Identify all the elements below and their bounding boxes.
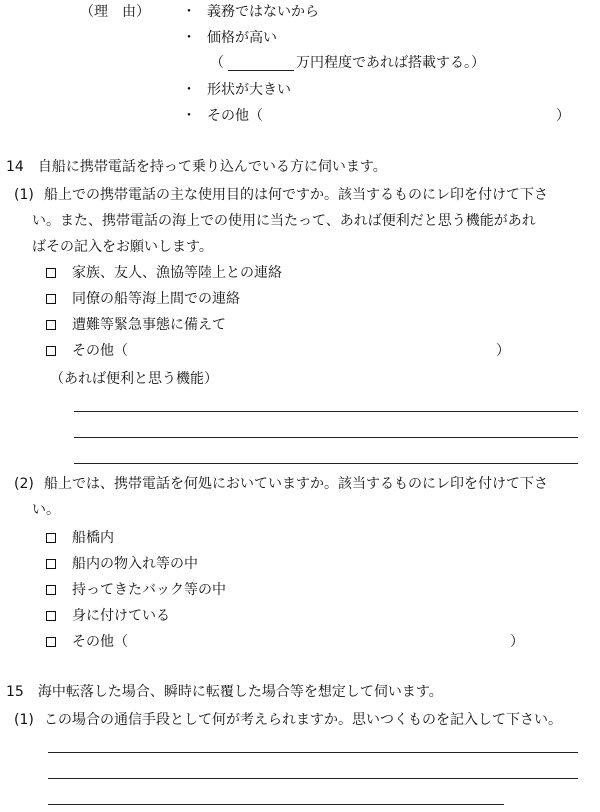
function-answer-line[interactable]	[74, 437, 578, 438]
checkbox-location-other[interactable]	[46, 637, 56, 647]
option-usage-other: その他（	[72, 343, 128, 359]
checkbox-contact-land[interactable]	[46, 268, 56, 278]
checkbox-emergency[interactable]	[46, 320, 56, 330]
location-other-close: ）	[510, 634, 524, 650]
option-emergency: 遭難等緊急事態に備えて	[72, 317, 226, 333]
bullet: ・	[182, 82, 196, 98]
reason-item-not-mandatory: 義務ではないから	[207, 4, 319, 20]
q15-answer-line[interactable]	[48, 804, 504, 805]
bullet: ・	[182, 30, 196, 46]
q15-1-number: (1)	[14, 712, 34, 728]
option-on-body: 身に付けている	[72, 608, 170, 624]
option-location-other: その他（	[72, 634, 128, 650]
option-bag: 持ってきたバック等の中	[72, 582, 226, 598]
function-answer-line[interactable]	[74, 463, 578, 464]
checkbox-on-body[interactable]	[46, 611, 56, 621]
option-locker: 船内の物入れ等の中	[72, 556, 198, 572]
bullet: ・	[182, 4, 196, 20]
option-bridge: 船橋内	[72, 530, 114, 546]
q14-2-text-line2: い。	[32, 502, 60, 518]
q15-1-text: この場合の通信手段として何が考えられますか。思いつくものを記入して下さい。	[44, 712, 562, 728]
q14-2-text-line1: 船上では、携帯電話を何処においていますか。該当するものにレ印を付けて下さ	[44, 476, 548, 492]
q14-2-number: (2)	[14, 476, 34, 492]
q14-1-text-line1: 船上での携帯電話の主な使用目的は何ですか。該当するものにレ印を付けて下さ	[44, 187, 548, 203]
option-contact-sea: 同僚の船等海上間での連絡	[72, 291, 240, 307]
reason-other-close: ）	[556, 108, 570, 124]
price-blank[interactable]	[228, 70, 294, 71]
q14-1-text-line2: い。また、携帯電話の海上での使用に当たって、あれば便利だと思う機能があれ	[32, 213, 536, 229]
function-answer-line[interactable]	[74, 411, 578, 412]
checkbox-usage-other[interactable]	[46, 346, 56, 356]
reason-item-size-large: 形状が大きい	[207, 82, 291, 98]
reason-label: （理 由）	[80, 4, 150, 20]
checkbox-bridge[interactable]	[46, 533, 56, 543]
checkbox-contact-sea[interactable]	[46, 294, 56, 304]
q15-title: 15 海中転落した場合、瞬時に転覆した場合等を想定して伺います。	[6, 684, 443, 700]
option-contact-land: 家族、友人、漁協等陸上との連絡	[72, 265, 282, 281]
checkbox-bag[interactable]	[46, 585, 56, 595]
q14-1-number: (1)	[14, 187, 34, 203]
price-paren-open: （	[210, 55, 224, 71]
reason-item-price-high: 価格が高い	[207, 30, 277, 46]
q14-title: 14 自船に携帯電話を持って乗り込んでいる方に伺います。	[6, 159, 387, 175]
q14-1-text-line3: ばその記入をお願いします。	[32, 239, 213, 255]
price-suffix: 万円程度であれば搭載する。）	[296, 55, 485, 71]
reason-item-other: その他（	[207, 108, 263, 124]
q15-answer-line[interactable]	[48, 752, 578, 753]
checkbox-locker[interactable]	[46, 559, 56, 569]
usage-other-close: ）	[496, 343, 510, 359]
q15-answer-line[interactable]	[48, 778, 578, 779]
bullet: ・	[182, 108, 196, 124]
function-label: （あれば便利と思う機能）	[50, 371, 218, 387]
